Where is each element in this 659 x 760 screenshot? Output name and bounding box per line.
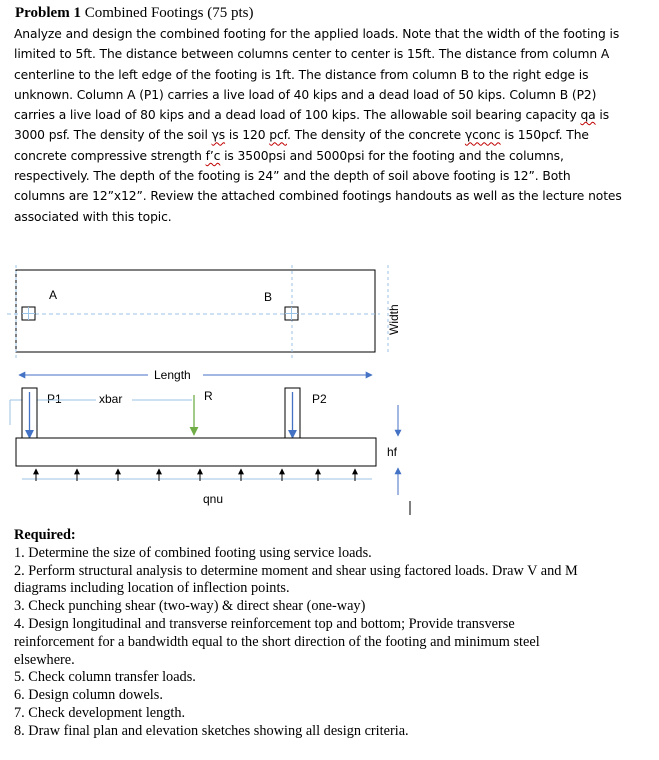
required-item: 5. Check column transfer loads. <box>14 669 196 686</box>
label-length: Length <box>154 368 191 382</box>
description-line: Analyze and design the combined footing for the applied loads. Note that the width of the footing is <box>14 27 620 41</box>
fc-term: f’c <box>205 148 221 163</box>
description-line: unknown. Column A (P1) carries a live load of 40 kips and a dead load of 50 kips. Column B (P2) <box>14 87 597 102</box>
required-item: 3. Check punching shear (two-way) & direct shear (one-way) <box>14 598 366 615</box>
gamma-conc-term: γconc <box>464 128 501 143</box>
length-dimension <box>19 368 372 382</box>
label-hf: hf <box>387 445 398 459</box>
required-item: diagrams including location of inflection points. <box>14 580 290 597</box>
footing-elevation <box>16 438 376 466</box>
description-line: associated with this topic. <box>14 209 172 224</box>
qa-term: qa <box>580 108 596 123</box>
description-line: centerline to the left edge of the footing is 1ft. The distance from column B to the right edge is <box>14 67 589 82</box>
problem-title <box>15 5 253 22</box>
problem-number: Problem 1 <box>15 5 81 21</box>
combined-footing-figure <box>0 255 420 525</box>
label-p2: P2 <box>312 392 327 406</box>
plan-view <box>7 265 401 359</box>
description-line: limited to 5ft. The distance between columns center to center is 15ft. The distance from column A <box>14 47 610 62</box>
required-heading: Required: <box>14 527 76 543</box>
label-r: R <box>204 389 213 403</box>
label-b: B <box>264 290 273 304</box>
required-item: elsewhere. <box>14 651 75 668</box>
required-item: 2. Perform structural analysis to determine moment and shear using factored loads. Draw V and M <box>14 562 578 579</box>
required-item: 7. Check development length. <box>14 704 186 721</box>
required-item: reinforcement for a bandwidth equal to the short direction of the footing and minimum steel <box>14 633 540 650</box>
elevation-view <box>10 388 398 495</box>
required-item: 4. Design longitudinal and transverse reinforcement top and bottom; Provide transverse <box>14 615 515 632</box>
required-section <box>14 527 646 741</box>
footing-plan-outline <box>16 270 375 352</box>
problem-description <box>14 24 646 227</box>
pcf-term: pcf <box>269 128 287 143</box>
description-line: columns are 12”x12”. Review the attached combined footings handouts as well as the lecture notes <box>14 189 622 204</box>
label-p1: P1 <box>47 392 62 406</box>
description-line: respectively. The depth of the footing is 24” and the depth of soil above footing is 12”. Both <box>14 169 571 184</box>
label-qnu: qnu <box>203 492 224 506</box>
description-line: concrete compressive strength f’c is 3500psi and 5000psi for the footing and the columns, <box>14 148 564 163</box>
description-line: carries a live load of 80 kips and a dead load of 100 kips. The allowable soil bearing capacity qa is <box>14 108 610 123</box>
label-a: A <box>49 288 58 302</box>
required-item: 1. Determine the size of combined footing using service loads. <box>14 544 372 561</box>
description-line: 3000 psf. The density of the soil γs is 120 pcf. The density of the concrete γconc is 150pcf. The <box>14 128 589 143</box>
soil-pressure-arrows <box>36 469 410 515</box>
label-width: Width <box>387 304 401 335</box>
problem-heading: Combined Footings (75 pts) <box>84 5 254 21</box>
label-xbar: xbar <box>99 392 123 406</box>
gamma-s-term: γs <box>211 128 226 143</box>
required-item: 8. Draw final plan and elevation sketches showing all design criteria. <box>14 722 409 739</box>
required-item: 6. Design column dowels. <box>14 687 163 704</box>
